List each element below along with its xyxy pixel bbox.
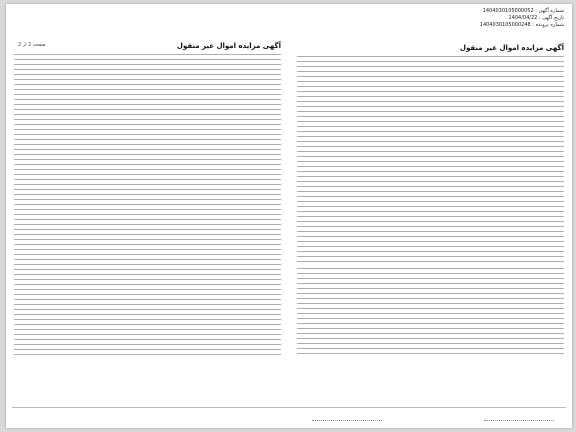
notice-heading: آگهی مزایده اموال غیر منقول [459, 44, 564, 52]
meta-line-case-number: شماره پرونده : 1404030105000248 [479, 22, 564, 28]
signature-line [484, 413, 554, 421]
notice-meta [480, 8, 564, 29]
notice-body-text [14, 54, 281, 359]
notice-footer [12, 407, 566, 424]
meta-line-ad-number: شماره آگهی : 1404030105000052 [482, 8, 564, 14]
notice-heading: آگهی مزایده اموال غیر منقول [176, 42, 281, 50]
notice-column-left [10, 34, 285, 404]
page-marker: صفحه 2 از 2 [18, 42, 46, 48]
notice-column-right [293, 34, 568, 404]
notice-body-text [297, 56, 564, 266]
notice-page [6, 4, 572, 428]
meta-line-ad-date: تاریخ آگهی : 1404/04/22 [508, 15, 564, 21]
notice-body-text [297, 268, 564, 358]
signature-line [312, 413, 382, 421]
